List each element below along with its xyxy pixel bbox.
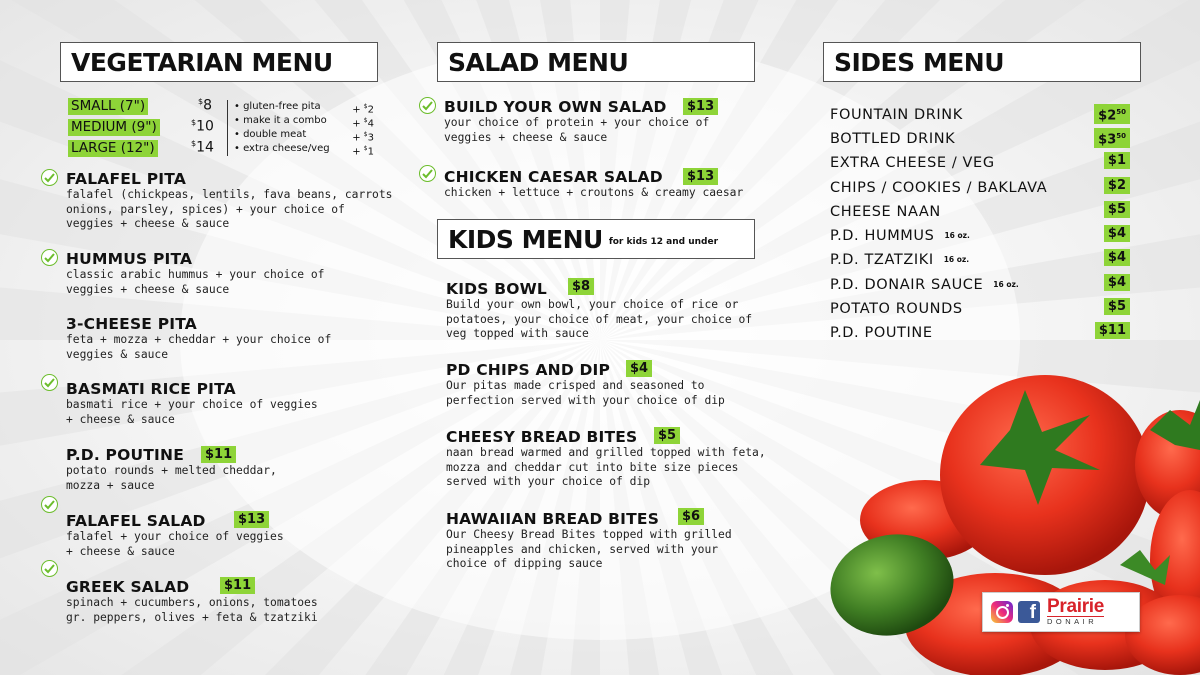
- extra-amount: 2: [367, 104, 374, 116]
- extra-label: • gluten-free pita: [234, 101, 321, 112]
- currency-symbol: $: [363, 103, 368, 110]
- extra-sign: +: [352, 118, 361, 130]
- menu-item-kids-bowl: [446, 280, 752, 342]
- item-description-line: veggies + cheese & sauce: [66, 282, 230, 296]
- kids-menu-note: for kids 12 and under: [608, 237, 719, 247]
- vegetarian-menu-title: VEGETARIAN MENU: [71, 47, 333, 77]
- item-description-line: onions, parsley, spices) + your choice of: [66, 202, 345, 216]
- facebook-icon[interactable]: [1018, 601, 1040, 623]
- item-description-line: mozza and cheddar cut into bite size pieces: [446, 460, 739, 474]
- item-description-line: mozza + sauce: [66, 478, 155, 492]
- item-description-line: + cheese & sauce: [66, 544, 175, 558]
- size-label: SMALL (7"): [68, 98, 148, 115]
- side-size: 16 oz.: [993, 280, 1019, 289]
- brand-name: Prairie: [1047, 596, 1105, 617]
- facebook-glyph: f: [1029, 602, 1036, 623]
- menu-item-pd-chips-and-dip: [446, 361, 725, 408]
- side-name: P.D. DONAIR SAUCE: [830, 277, 984, 293]
- kids-menu-title: KIDS MENU: [448, 224, 603, 254]
- item-description-line: pineapples and chicken, served with your: [446, 542, 719, 556]
- price-badge: [1095, 322, 1130, 339]
- item-description-line: choice of dipping sauce: [446, 557, 603, 570]
- item-name: FALAFEL PITA: [66, 170, 187, 188]
- price-dollars: $4: [1107, 226, 1126, 241]
- side-item: [830, 274, 1130, 294]
- price-dollars: $4: [1107, 250, 1126, 265]
- currency-symbol: $: [363, 117, 368, 124]
- side-name: BOTTLED DRINK: [830, 131, 956, 147]
- item-description-line: chicken + lettuce + croutons & creamy caesar: [444, 186, 744, 199]
- item-description-line: falafel + your choice of veggies: [66, 530, 284, 543]
- item-name: PD CHIPS AND DIP: [446, 361, 611, 379]
- extra-row: [234, 100, 374, 114]
- item-name: KIDS BOWL: [446, 280, 547, 298]
- size-price-amount: 10: [196, 118, 214, 135]
- price-dollars: $5: [1107, 202, 1126, 217]
- side-size: 16 oz.: [943, 255, 970, 264]
- menu-item-greek-salad: [66, 578, 318, 625]
- side-name: P.D. HUMMUS: [830, 228, 935, 244]
- price-dollars: $4: [1107, 275, 1126, 290]
- brand-badge: [982, 592, 1140, 632]
- item-description-line: naan bread warmed and grilled topped with feta,: [446, 446, 766, 459]
- price-badge: $13: [683, 168, 718, 185]
- salad-menu-title: SALAD MENU: [448, 47, 629, 77]
- extra-label: • make it a combo: [234, 115, 327, 126]
- side-size: 16 oz.: [944, 231, 970, 240]
- item-description-line: classic arabic hummus + your choice of: [66, 268, 325, 281]
- item-description-line: Our pitas made crisped and seasoned to: [446, 379, 705, 392]
- extra-row: [234, 114, 374, 128]
- size-label: LARGE (12"): [68, 140, 158, 157]
- size-label: MEDIUM (9"): [68, 119, 160, 136]
- extra-label: • extra cheese/veg: [234, 143, 330, 154]
- side-name: CHIPS / COOKIES / BAKLAVA: [830, 180, 1048, 196]
- side-name: P.D. POUTINE: [830, 325, 933, 341]
- menu-item-falafel-pita: [66, 170, 392, 232]
- price-badge: $11: [220, 577, 255, 594]
- extra-row: [234, 142, 374, 156]
- side-name: FOUNTAIN DRINK: [830, 107, 963, 123]
- currency-symbol: $: [363, 145, 368, 152]
- side-name: CHEESE NAAN: [830, 204, 941, 220]
- menu-item-3-cheese-pita: [66, 315, 331, 362]
- sides-menu-title: SIDES MENU: [834, 47, 1005, 77]
- item-description-line: Our Cheesy Bread Bites topped with grilled: [446, 528, 732, 541]
- price-badge: [1104, 177, 1130, 194]
- currency-symbol: $: [198, 97, 204, 106]
- item-description-line: perfection served with your choice of dip: [446, 393, 725, 407]
- price-badge: [1104, 225, 1130, 242]
- size-price: [191, 118, 214, 135]
- item-description-line: veggies & sauce: [66, 347, 169, 361]
- item-name: FALAFEL SALAD: [66, 512, 206, 530]
- side-name: EXTRA CHEESE / VEG: [830, 155, 995, 171]
- price-badge: [1104, 274, 1130, 291]
- side-item: [830, 177, 1130, 197]
- side-item: [830, 322, 1130, 342]
- item-description-line: falafel (chickpeas, lentils, fava beans, carrots: [66, 188, 393, 201]
- price-dollars: $3: [1098, 132, 1117, 148]
- price-badge: [1104, 249, 1130, 266]
- size-row-large: [68, 140, 158, 157]
- check-icon: [419, 97, 436, 114]
- size-price-amount: 14: [196, 139, 214, 156]
- item-description-line: feta + mozza + cheddar + your choice of: [66, 333, 332, 346]
- check-icon: [419, 165, 436, 182]
- item-description-line: gr. peppers, olives + feta & tzatziki: [66, 610, 318, 624]
- item-description-line: served with your choice of dip: [446, 475, 651, 488]
- item-description-line: basmati rice + your choice of veggies: [66, 398, 318, 411]
- size-row-small: [68, 98, 148, 115]
- side-item: [830, 249, 1130, 269]
- check-icon: [41, 560, 58, 577]
- item-description-line: your choice of protein + your choice of: [444, 116, 710, 129]
- price-badge: [1094, 104, 1130, 124]
- item-name: BUILD YOUR OWN SALAD: [444, 98, 667, 116]
- item-name: 3-CHEESE PITA: [66, 315, 197, 333]
- price-dollars: $5: [1107, 299, 1126, 314]
- item-description-line: spinach + cucumbers, onions, tomatoes: [66, 596, 318, 609]
- size-price: [191, 139, 214, 156]
- side-item: [830, 298, 1130, 318]
- currency-symbol: $: [363, 131, 368, 138]
- side-item: [830, 128, 1130, 148]
- check-icon: [41, 169, 58, 186]
- item-description-line: Build your own bowl, your choice of rice or: [446, 298, 739, 311]
- size-price-amount: 8: [203, 97, 213, 114]
- menu-item-hummus-pita: [66, 250, 324, 297]
- item-description-line: potatoes, your choice of meat, your choice of: [446, 312, 753, 326]
- check-icon: [41, 249, 58, 266]
- extra-sign: +: [352, 104, 361, 116]
- extra-amount: 3: [367, 132, 374, 144]
- item-name: P.D. POUTINE: [66, 446, 184, 464]
- item-name: CHICKEN CAESAR SALAD: [444, 168, 663, 186]
- side-name: POTATO ROUNDS: [830, 301, 963, 317]
- item-name: GREEK SALAD: [66, 578, 190, 596]
- price-badge: [1104, 201, 1130, 218]
- extra-price: [352, 142, 374, 159]
- menu-item-pd-poutine: [66, 446, 277, 493]
- price-dollars: $2: [1098, 108, 1117, 124]
- price-badge: [1104, 298, 1130, 315]
- extras-list: [227, 100, 374, 156]
- currency-symbol: $: [191, 139, 197, 148]
- brand-logo: [1047, 598, 1104, 626]
- currency-symbol: $: [191, 118, 197, 127]
- price-badge: $5: [654, 427, 680, 444]
- price-cents: 50: [1116, 132, 1126, 140]
- item-description-line: + cheese & sauce: [66, 412, 175, 426]
- instagram-icon[interactable]: [991, 601, 1013, 623]
- price-dollars: $11: [1098, 323, 1126, 338]
- brand-subname: DONAIR: [1047, 616, 1104, 626]
- item-description-line: potato rounds + melted cheddar,: [66, 464, 277, 477]
- extra-row: [234, 128, 374, 142]
- side-item: [830, 152, 1130, 172]
- sides-menu-header: [823, 42, 1141, 82]
- extra-label: • double meat: [234, 129, 307, 140]
- item-description-line: veggies + cheese & sauce: [66, 217, 230, 230]
- price-badge: $13: [234, 511, 269, 528]
- extra-sign: +: [352, 146, 361, 158]
- menu-item-basmati-rice-pita: [66, 380, 318, 427]
- item-name: HUMMUS PITA: [66, 250, 193, 268]
- item-name: CHEESY BREAD BITES: [446, 428, 638, 446]
- price-badge: [1104, 152, 1130, 169]
- size-row-medium: [68, 119, 160, 136]
- salad-menu-header: [437, 42, 755, 82]
- price-dollars: $2: [1107, 178, 1126, 193]
- price-badge: $11: [201, 446, 236, 463]
- price-badge: $6: [678, 508, 704, 525]
- item-name: BASMATI RICE PITA: [66, 380, 236, 398]
- price-cents: 50: [1116, 108, 1126, 116]
- price-badge: $8: [568, 278, 594, 295]
- extra-sign: +: [352, 132, 361, 144]
- side-item: [830, 201, 1130, 221]
- item-description-line: veggies + cheese & sauce: [444, 130, 608, 144]
- check-icon: [41, 374, 58, 391]
- side-item: [830, 104, 1130, 124]
- item-name: HAWAIIAN BREAD BITES: [446, 510, 660, 528]
- extra-amount: 1: [367, 146, 374, 158]
- size-price: [198, 97, 212, 114]
- price-badge: [1094, 128, 1130, 148]
- price-badge: $13: [683, 98, 718, 115]
- kids-menu-header: [437, 219, 755, 259]
- check-icon: [41, 496, 58, 513]
- menu-item-build-your-own-salad: [444, 98, 709, 145]
- extra-amount: 4: [367, 118, 374, 130]
- price-badge: $4: [626, 360, 652, 377]
- menu-item-cheesy-bread-bites: [446, 428, 766, 490]
- side-item: [830, 225, 1130, 245]
- item-description-line: veg topped with sauce: [446, 327, 589, 340]
- vegetarian-menu-header: [60, 42, 378, 82]
- price-dollars: $1: [1107, 153, 1126, 168]
- side-name: P.D. TZATZIKI: [830, 252, 934, 268]
